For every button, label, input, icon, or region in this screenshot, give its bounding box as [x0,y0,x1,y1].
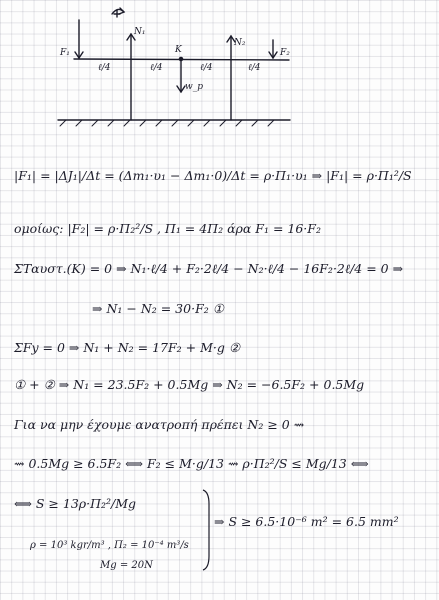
label-weight: w_p [185,82,203,92]
label-f2: F₂ [280,48,290,58]
equation-1: ⇒ N₁ − N₂ = 30·F₂ ① [92,301,224,316]
label-n2: N₂ [234,38,246,48]
label-k: K [175,45,182,55]
label-n1: N₁ [134,27,146,37]
label-f1: F₁ [60,48,70,58]
inequality-chain: ⇝ 0.5Mg ≥ 6.5F₂ ⟺ F₂ ≤ M·g/13 ⇝ ρ·Π₂²/S ≤ Mg/13 ⟺ [14,456,369,471]
statement-no-overturn: Για να μην έχουμε ανατροπή πρέπει N₂ ≥ 0 ⇝ [14,417,305,432]
given-constants: ρ = 10³ kgr/m³ , Π₂ = 10⁻⁴ m³/s [30,540,189,551]
label-seg-2: ℓ/4 [150,63,163,73]
final-result: ⇒ S ≥ 6.5·10⁻⁶ m² = 6.5 mm² [214,514,399,529]
equation-momentum: |F₁| = |ΔJ₁|/Δt = (Δm₁·υ₁ − Δm₁·0)/Δt = ρ·Π₁·υ₁ ⇒ |F₁| = ρ·Π₁²/S [14,168,412,183]
equation-torque: ΣΤαυστ.(K) = 0 ⇒ N₁·ℓ/4 + F₂·2ℓ/4 − N₂·ℓ/4 − 16F₂·2ℓ/4 = 0 ⇒ [14,261,404,276]
label-seg-4: ℓ/4 [248,63,261,73]
label-seg-3: ℓ/4 [200,63,213,73]
equation-2: ΣFy = 0 ⇒ N₁ + N₂ = 17F₂ + M·g ② [14,340,241,355]
given-weight: Mg = 20N [100,560,153,571]
inequality-s: ⟺ S ≥ 13ρ·Π₂²/Mg [14,496,137,511]
equation-similar: ομοίως: |F₂| = ρ·Π₂²/S , Π₁ = 4Π₂ άρα F₁ = 16·F₂ [14,221,321,236]
equation-combined: ① + ② ⇒ N₁ = 23.5F₂ + 0.5Mg ⇒ N₂ = −6.5F₂ + 0.5Mg [14,377,365,392]
label-seg-1: ℓ/4 [98,63,111,73]
